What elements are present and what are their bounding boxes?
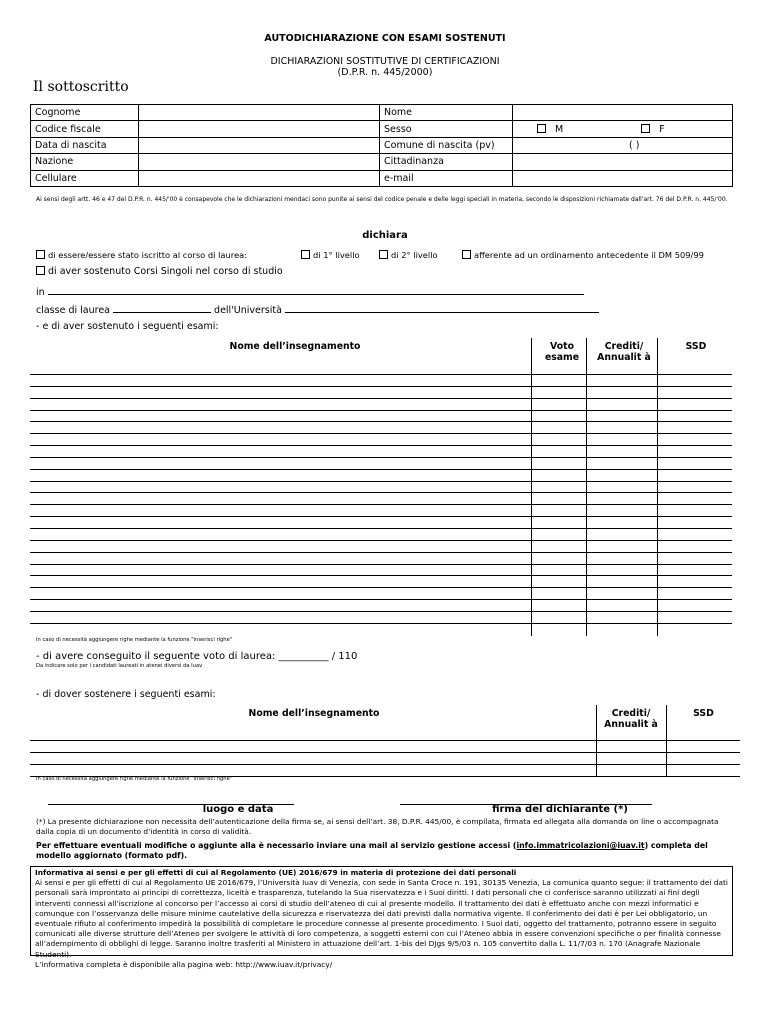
table-row[interactable] <box>30 374 732 375</box>
table-row[interactable] <box>30 398 732 399</box>
option-secondo-livello <box>379 250 438 260</box>
table-row[interactable] <box>30 528 732 529</box>
table-row[interactable] <box>30 552 732 553</box>
table-row[interactable] <box>30 492 732 493</box>
table-row[interactable] <box>30 599 732 600</box>
col-voto-header: Voto esame <box>544 341 580 363</box>
col-nome-header-2: Nome dell’insegnamento <box>248 708 380 719</box>
table-row <box>31 170 733 186</box>
document-title: AUTODICHIARAZIONE CON ESAMI SOSTENUTI <box>264 33 506 44</box>
field-email[interactable] <box>513 170 733 186</box>
label-nome: Nome <box>380 105 513 121</box>
table-row[interactable] <box>30 504 732 505</box>
field-nome[interactable] <box>513 105 733 121</box>
label-cittadinanza: Cittadinanza <box>380 154 513 170</box>
legal-note: Ai sensi degli artt. 46 e 47 del D.P.R. n. 445/'00 è consapevole che le dichiarazioni mendaci sono punite ai sensi del codice penale e delle leggi speciali in materia, secondo le disposizioni richiamate dall'art. 76 del D.P.R. n. 445/'00. <box>36 196 728 203</box>
inserisci-righe-note-2: In caso di necessità aggiungere righe mediante la funzione "inserisci righe" <box>36 776 233 782</box>
field-sesso <box>513 121 733 137</box>
exam-table-da-sostenere <box>30 705 740 777</box>
label-cognome: Cognome <box>31 105 139 121</box>
table-row[interactable] <box>30 516 732 517</box>
option-primo-livello-label: di 1° livello <box>313 250 360 260</box>
inserisci-righe-note-1: In caso di necessità aggiungere righe mediante la funzione "inserisci righe" <box>36 637 233 643</box>
classe-label: classe di laurea <box>36 305 110 316</box>
option-iscritto-label: di essere/essere stato iscritto al corso di laurea: <box>48 250 247 260</box>
checkbox-sesso-m[interactable] <box>537 124 546 133</box>
document-subtitle: DICHIARAZIONI SOSTITUTIVE DI CERTIFICAZIONI <box>270 56 500 67</box>
table-row[interactable] <box>30 623 732 624</box>
table-row <box>31 121 733 137</box>
option-secondo-livello-label: di 2° livello <box>391 250 438 260</box>
label-cellulare: Cellulare <box>31 170 139 186</box>
field-cognome[interactable] <box>139 105 380 121</box>
privacy-title: Informativa ai sensi e per gli effetti di cui al Regolamento (UE) 2016/679 in materia di protezione dei dati personali <box>35 868 517 877</box>
field-cellulare[interactable] <box>139 170 380 186</box>
field-comune-nascita[interactable] <box>513 137 733 153</box>
firma-footnote: (*) La presente dichiarazione non necessita dell’autenticazione della firma se, ai sensi dell’art. 38, D.P.R. 445/00, è compilata, firmata ed allegata alla domanda on line o accompagnata dalla copia di un documento d’identità in corso di validità. <box>36 817 719 836</box>
option-singoli-label: di aver sostenuto Corsi Singoli nel corso di studio <box>48 266 283 277</box>
privacy-link-line[interactable]: L’informativa completa è disponibile alla pagina web: http://www.iuav.it/privacy/ <box>35 959 333 969</box>
table-row <box>31 137 733 153</box>
col-nome-header: Nome dell’insegnamento <box>229 341 361 352</box>
modifiche-text-after: ) completa del modello aggiornato (formato pdf). <box>36 841 708 861</box>
document-law-reference: (D.P.R. n. 445/2000) <box>337 67 433 78</box>
field-nazione[interactable] <box>139 154 380 170</box>
table-row[interactable] <box>30 587 732 588</box>
sesso-f-label: F <box>659 123 665 135</box>
label-nazione: Nazione <box>31 154 139 170</box>
col-ssd-header-2: SSD <box>693 708 714 719</box>
privacy-notice <box>30 866 733 969</box>
dichiara-heading: dichiara <box>362 230 408 241</box>
table-row <box>31 105 733 121</box>
option-afferente <box>462 250 704 260</box>
table-row[interactable] <box>30 386 732 387</box>
checkbox-iscritto[interactable] <box>36 250 45 259</box>
table-row[interactable] <box>30 410 732 411</box>
sesso-m-label: M <box>555 123 564 135</box>
option-singoli-row <box>36 266 283 277</box>
table-row[interactable] <box>30 611 732 612</box>
da-sostenere-label: - di dover sostenere i seguenti esami: <box>36 689 216 700</box>
label-codice-fiscale: Codice fiscale <box>31 121 139 137</box>
modifiche-text-before: Per effettuare eventuali modifiche o aggiunte alla è necessario inviare una mail al servizio gestione accessi ( <box>36 841 517 850</box>
table-row[interactable] <box>30 481 732 482</box>
privacy-body: Ai sensi e per gli effetti di cui al Regolamento UE 2016/679, l’Università Iuav di Venezia, con sede in Santa Croce n. 191, 30135 Venezia, La comunica quanto segue: il trattamento dei dati personali sarà improntato ai principi di correttezza, liceità e trasparenza, tutelando la Sua riservatezza e i Suoi diritti. I dati personali che ci conferisce saranno utilizzati ai fini degli interventi connessi all’iscrizione al concorso per l’accesso ai corsi di studio dell’ateneo di cui al presente modello. Il trattamento dei dati è effettuato anche con mezzi informatici e comunque con l’osservanza delle misure minime cautelative della sicurezza e riservatezza dei dati previsti dalla normativa vigente. Il conferimento dei dati è per Lei obbligatorio, un eventuale rifiuto al conferimento impedirà la possibilità di completare le procedure connesse al presente procedimento. I Suoi dati, oggetto del trattamento, potranno essere in seguito comunicati alle diverse strutture dell’Ateneo per svolgere le attività di loro competenza, a soggetti esterni con cui l’Ateneo abbia in essere convenzioni specifiche o per finalità connesse all’adempimento di obblighi di legge. Saranno inoltre trasferiti al Ministero in attuazione dell’art. 1-bis del DJgs 9/5/03 n. 105 convertito dalla L. 11/7/03 n. 170 (Anagrafe Nazionale Studenti). <box>35 878 728 959</box>
table-row[interactable] <box>30 764 740 765</box>
table-row[interactable] <box>30 540 732 541</box>
checkbox-secondo-livello[interactable] <box>379 250 388 259</box>
universita-field[interactable] <box>285 303 599 313</box>
corso-in-row <box>36 285 584 298</box>
sottoscritto-label: Il sottoscritto <box>33 79 129 95</box>
col-crediti-header: Crediti/ Annualit à <box>597 341 651 363</box>
corso-studio-field[interactable] <box>48 285 584 295</box>
universita-label: dell'Università <box>214 305 282 316</box>
label-sesso: Sesso <box>380 121 513 137</box>
label-comune-nascita: Comune di nascita (pv) <box>380 137 513 153</box>
table-row[interactable] <box>30 469 732 470</box>
provincia-parentheses: ( ) <box>629 139 640 151</box>
sostenuto-label: - e di aver sostenuto i seguenti esami: <box>36 321 219 332</box>
voto-laurea-row: - di avere conseguito il seguente voto di laurea: __________ / 110 <box>36 651 358 662</box>
firma-label: firma del dichiarante (*) <box>492 804 628 815</box>
table-row[interactable] <box>30 421 732 422</box>
col-ssd-header: SSD <box>685 341 707 352</box>
table-row <box>31 154 733 170</box>
classe-row <box>36 303 599 316</box>
modifiche-note <box>36 841 736 861</box>
option-iscritto-row <box>36 250 247 260</box>
voto-laurea-note: Da indicare solo per i candidati laureati in atenei diversi da Iuav <box>36 663 203 669</box>
table-row[interactable] <box>30 740 740 741</box>
table-row[interactable] <box>30 575 732 576</box>
table-row[interactable] <box>30 457 732 458</box>
col-crediti-header-2: Crediti/ Annualit à <box>604 708 658 730</box>
checkbox-afferente[interactable] <box>462 250 471 259</box>
table-row[interactable] <box>30 564 732 565</box>
table-row[interactable] <box>30 445 732 446</box>
option-afferente-label: afferente ad un ordinamento antecedente il DM 509/99 <box>474 250 704 260</box>
field-data-nascita[interactable] <box>139 137 380 153</box>
label-email: e-mail <box>380 170 513 186</box>
label-data-nascita: Data di nascita <box>31 137 139 153</box>
table-row[interactable] <box>30 433 732 434</box>
in-label: in <box>36 287 45 298</box>
option-primo-livello <box>301 250 360 260</box>
email-link[interactable]: info.immatricolazioni@iuav.it <box>516 841 645 850</box>
luogo-data-label: luogo e data <box>202 804 274 815</box>
field-cittadinanza[interactable] <box>513 154 733 170</box>
checkbox-sesso-f[interactable] <box>641 124 650 133</box>
exam-table-sostenuti <box>30 338 732 636</box>
checkbox-primo-livello[interactable] <box>301 250 310 259</box>
personal-info-table <box>30 104 733 187</box>
classe-laurea-field[interactable] <box>113 303 211 313</box>
table-row[interactable] <box>30 752 740 753</box>
field-codice-fiscale[interactable] <box>139 121 380 137</box>
checkbox-corsi-singoli[interactable] <box>36 266 45 275</box>
